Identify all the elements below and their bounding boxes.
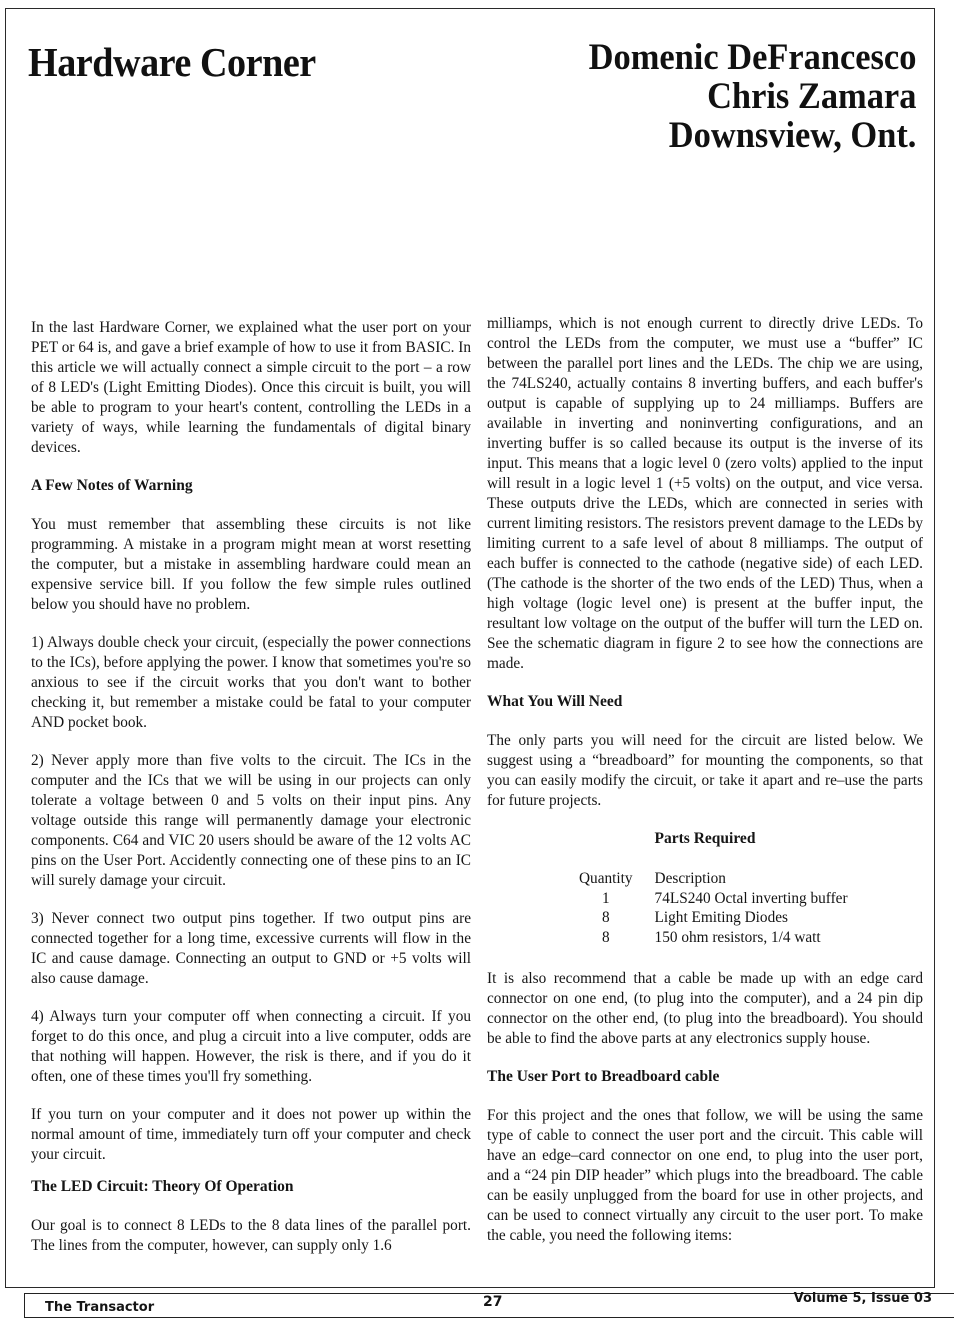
quantity-cell: 8 (601, 928, 610, 946)
left-column (31, 318, 471, 1274)
author-location: Downsview, Ont. (668, 115, 916, 156)
description-cell: Light Emiting Diodes (654, 909, 788, 926)
rule-item: 4) Always turn your computer off when connecting a circuit. If you forget to do this once, and plug a circuit into a live computer, odds are that nothing will happen. However, the risk is there, and if you do it often, one of these times you'll fry something. (31, 1008, 471, 1085)
intro-paragraph: In the last Hardware Corner, we explained what the user port on your PET or 64 is, and gave a brief example of how to use it from BASIC. In this article we will actually connect a simple circuit to the port – a row of 8 LED's (Light Emitting Diodes). Once this circuit is built, you will be able to program to your heart's content, controlling the LEDs in a variety of ways, while learning the fundamentals of digital binary devices. (31, 319, 471, 456)
column-header: Quantity (579, 870, 633, 887)
description-cell: 150 ohm resistors, 1/4 watt (654, 928, 821, 946)
rule-item: 1) Always double check your circuit, (especially the power connections to the ICs), before applying the power. I know that sometimes you're so anxious to see if the circuit works that you don't want to bother checking it, but remember a mistake could be fatal to your computer AND pocket book. (31, 634, 471, 731)
paragraph: If you turn on your computer and it does not power up within the normal amount of time, immediately turn off your computer and check your circuit. (31, 1106, 471, 1163)
table-header-row (579, 869, 848, 889)
section-heading: The User Port to Breadboard cable (487, 1068, 720, 1085)
page-footer (24, 1291, 954, 1318)
table-row (579, 889, 848, 909)
table-row (579, 928, 848, 948)
parts-table-title: Parts Required (654, 830, 756, 847)
author-block (564, 38, 916, 155)
paragraph: For this project and the ones that follow, we will be using the same type of cable to connect the user port and the circuit. This cable will have an edge–card connector on one end, to plug into the user port, and a “24 pin DIP header” which plugs into the breadboard. The cable can be easily unplugged from the board for use in other projects, and can be used to connect virtually any circuit to the user port. To make the cable, you need the following items: (487, 1107, 923, 1244)
rule-item: 2) Never apply more than five volts to the circuit. The ICs in the computer and the ICs that we will be using in our projects can only tolerate a voltage between 0 and 5 volts on their input pins. Any voltage outside this range will permanently damage your electronic components. C64 and VIC 20 users should be aware of the 12 volts AC pins on the User Port. Accidently connecting one of these pins to an IC will surely damage your circuit. (31, 752, 471, 889)
column-header: Description (654, 870, 726, 887)
paragraph: It is also recommend that a cable be made up with an edge card connector on one end, (to plug into the computer), and a 24 pin dip connector on the other end, (to plug into the breadboard). You should be able to find the above parts at any electronics supply house. (487, 970, 923, 1047)
paragraph: milliamps, which is not enough current to directly drive LEDs. To control the LEDs from the computer, we must use a “buffer” IC between the parallel port lines and the LEDs. The chip we are using, the 74LS240, actually contains 8 inverting buffers, and each buffer's output is capable of supplying up to 24 milliamps. Buffers are available in inverting and noninverting configurations, and an inverting buffer is so called because its output is the inverse of its input. This means that a logic level 0 (zero volts) applied to the input will result in a logic level 1 (+5 volts) on the output, and vice versa. These outputs drive the LEDs, which are connected in series with current limiting resistors. The resistors prevent damage to the LEDs by limiting current to a safe level of about 8 milliamps. The output of each buffer is connected to the cathode (negative side) of each LED. (The cathode is the shorter of the two ends of the LED) Thus, when a high voltage (logic level one) is present at the buffer input, the resultant low voltage on the output of the buffer will turn the LED on. See the schematic diagram in figure 2 to see how the connections are made. (487, 315, 923, 672)
column-title: Hardware Corner (28, 39, 316, 85)
author-name: Chris Zamara (706, 76, 916, 117)
section-heading: What You Will Need (487, 693, 623, 710)
description-cell: 74LS240 Octal inverting buffer (654, 889, 848, 907)
issue-label: Volume 5, Issue 03 (793, 1291, 932, 1306)
parts-table (579, 869, 848, 947)
publication-name: The Transactor (45, 1300, 155, 1315)
table-row (579, 908, 848, 928)
paragraph: Our goal is to connect 8 LEDs to the 8 data lines of the parallel port. The lines from the computer, however, can supply only 1.6 (31, 1217, 471, 1254)
page-number: 27 (483, 1294, 503, 1310)
right-column (487, 314, 923, 1264)
rule-item: 3) Never connect two output pins together. If two output pins are connected together for a long time, excessive currents will flow in the IC and cause damage. Connecting an output to GND or +5 volts will also cause damage. (31, 910, 471, 987)
paragraph: You must remember that assembling these circuits is not like programming. A mistake in a program might mean at worst resetting the computer, but a mistake in assembling hardware could mean an expensive service bill. If you follow the few simple rules outlined below you should have no problem. (31, 516, 471, 613)
author-name: Domenic DeFrancesco (588, 37, 916, 78)
quantity-cell: 8 (601, 909, 610, 926)
quantity-cell: 1 (601, 889, 610, 907)
section-heading: A Few Notes of Warning (31, 477, 193, 494)
section-heading: The LED Circuit: Theory Of Operation (31, 1178, 294, 1195)
paragraph: The only parts you will need for the circuit are listed below. We suggest using a “breadboard” for mounting the components, so that you can easily modify the circuit, or take it apart and re–use the parts for future projects. (487, 732, 923, 809)
